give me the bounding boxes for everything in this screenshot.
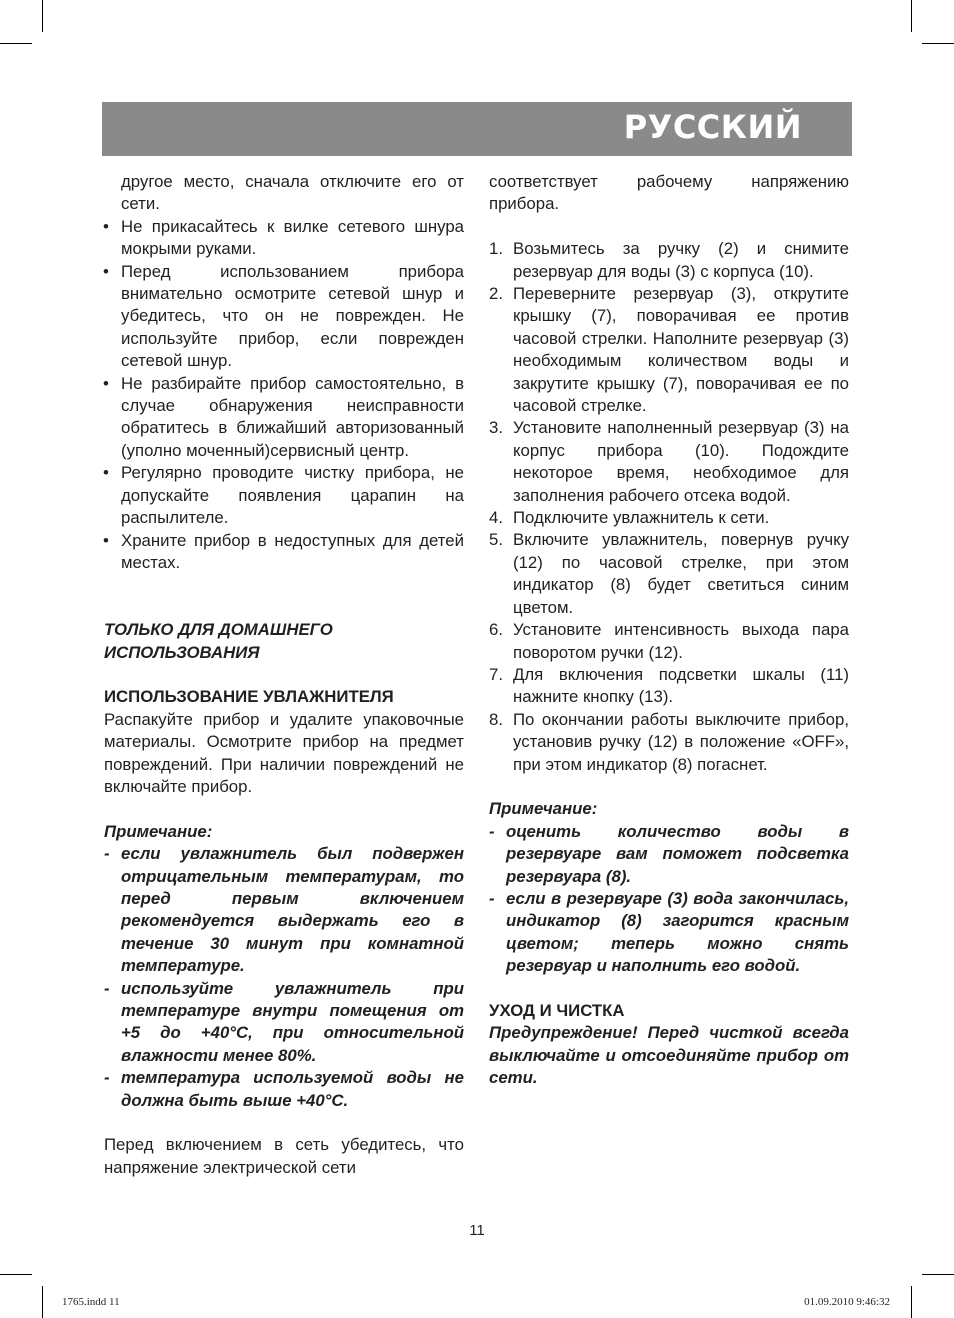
note-text: оценить количество воды в резервуаре вам поможет подсветка резервуара (8). [506,821,849,886]
step-number: 5. [489,530,503,550]
note-text: если в резервуаре (3) вода закончилась, индикатор (8) загорится красным цветом; теперь можно снять резервуар и наполнить его водой. [506,888,849,976]
step-text: Переверните резервуар (3), открутите крышку (7), поворачивая ее против часовой стрелки. Наполните резервуар (3) необходимым количеством воды и закрутите крышку (7), поворачивая ее по часовой стрелке. [513,284,849,416]
step-text: Для включения подсветки шкалы (11) нажните кнопку (13). [513,664,849,707]
dash-marker: - [104,978,110,998]
step-number: 7. [489,664,503,684]
bullet-item [104,530,464,575]
intro-text: другое место, сначала отключите его от сети. [121,172,464,214]
slug-left: 1765.indd 11 [62,1296,120,1308]
step-item [489,529,849,619]
usage-text: Распакуйте прибор и удалите упаковочные материалы. Осмотрите прибор на предмет повреждений. При наличии повреждений не включайте прибор. [104,709,464,796]
warning-text: Предупреждение! Перед чисткой всегда выключайте и отсоединяйте прибор от сети. [489,1023,849,1088]
step-number: 6. [489,620,503,640]
step-number: 8. [489,709,503,729]
bullet-item [104,216,464,261]
note-item [104,978,464,1068]
step-number: 3. [489,418,503,438]
crop-mark [911,0,912,32]
banner-title: РУССКИЙ [623,108,802,146]
usage-heading: ИСПОЛЬЗОВАНИЕ УВЛАЖНИТЕЛЯ [104,687,394,707]
step-item [489,619,849,664]
page-number: 11 [469,1222,485,1239]
bullet-marker: • [103,261,109,281]
step-text: Включите увлажнитель, повернув ручку (12) по часовой стрелке, при этом индикатор (8) будет светиться синим цветом. [513,530,849,617]
note-item [489,888,849,978]
step-number: 2. [489,284,503,304]
bullet-item [104,373,464,463]
note-heading: Примечание: [489,799,598,819]
note-text: используйте увлажнитель при температуре внутри помещения от +5 до +40°С, при относительной влажности менее 80%. [121,978,464,1065]
note-text: температура используемой воды не должна быть выше +40°С. [121,1068,464,1110]
step-text: Установите наполненный резервуар (3) на корпус прибора (10). Подождите некоторое время, необходимое для заполнения рабочего отсека водой. [513,418,849,505]
bullet-marker: • [103,373,109,393]
crop-mark [911,1286,912,1318]
crop-mark [42,0,43,32]
crop-mark [922,1274,954,1275]
dash-marker: - [104,1068,110,1088]
language-banner [102,102,852,156]
step-item [489,709,849,776]
crop-mark [0,1274,32,1275]
bullet-text: Храните прибор в недоступных для детей местах. [121,530,464,572]
bullet-marker: • [103,463,109,483]
step-item [489,507,849,529]
step-item [489,238,849,283]
care-heading: УХОД И ЧИСТКА [489,1000,625,1020]
note-item [489,821,849,888]
dash-marker: - [489,888,495,908]
dash-marker: - [489,821,495,841]
step-item [489,417,849,507]
power-text: Перед включением в сеть убедитесь, что напряжение электрической сети [104,1135,464,1177]
step-number: 1. [489,239,503,259]
bullet-item [104,261,464,373]
crop-mark [42,1286,43,1318]
home-use-heading-line1: ТОЛЬКО ДЛЯ ДОМАШНЕГО [104,620,333,640]
bullet-text: Не прикасайтесь к вилке сетевого шнура мокрыми руками. [121,216,464,259]
step-item [489,664,849,709]
crop-mark [0,43,32,44]
step-text: Возьмитесь за ручку (2) и снимите резервуар для воды (3) с корпуса (10). [513,239,849,281]
slug-right: 01.09.2010 9:46:32 [804,1296,890,1308]
bullet-marker: • [103,216,109,236]
continued-text: соответствует рабочему напряжению прибора. [489,172,849,214]
left-column [104,171,464,1179]
note-text: если увлажнитель был подвержен отрицательным температурам, то перед первым включением рекомендуется выдержать его в течение 30 минут при комнатной температуре. [121,844,464,976]
step-text: По окончании работы выключите прибор, установив ручку (12) в положение «OFF», при этом индикатор (8) погаснет. [513,709,849,774]
step-number: 4. [489,508,503,528]
note-item [104,843,464,977]
bullet-text: Не разбирайте прибор самостоятельно, в случае обнаружения неисправности обратитесь в ближайший авторизованный (уполно моченный)сервисный центр. [121,373,464,460]
note-heading: Примечание: [104,821,213,841]
dash-marker: - [104,844,110,864]
step-item [489,283,849,417]
note-item [104,1067,464,1112]
bullet-text: Регулярно проводите чистку прибора, не допускайте появления царапин на распылителе. [121,463,464,528]
step-text: Установите интенсивность выхода пара поворотом ручки (12). [513,620,849,662]
bullet-item [104,462,464,529]
step-text: Подключите увлажнитель к сети. [513,508,770,528]
bullet-marker: • [103,530,109,550]
bullet-text: Перед использованием прибора внимательно осмотрите сетевой шнур и убедитесь, что он не поврежден. Не используйте прибор, если поврежден сетевой шнур. [121,261,464,371]
home-use-heading-line2: ИСПОЛЬЗОВАНИЯ [104,642,260,662]
right-column [489,171,849,1090]
crop-mark [922,43,954,44]
